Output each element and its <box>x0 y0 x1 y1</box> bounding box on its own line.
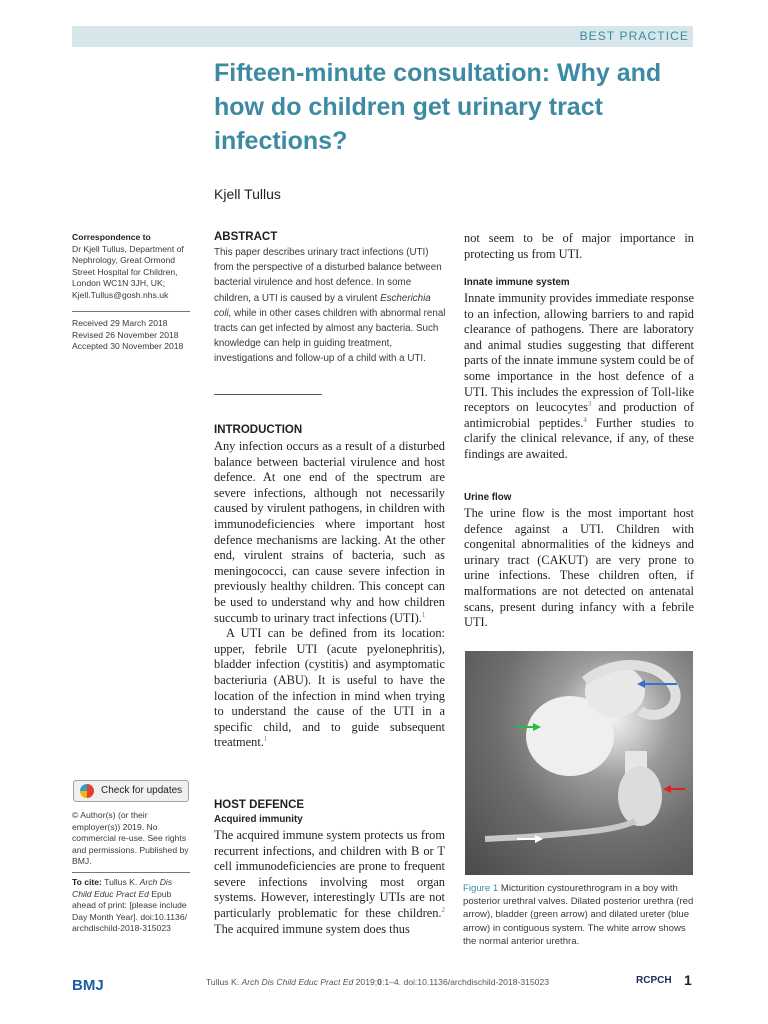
footer-citation-1: Tullus K. <box>206 977 242 987</box>
cite-label: To cite: <box>72 877 102 887</box>
acquired-immunity-body <box>214 828 445 937</box>
abstract-text-1: This paper describes urinary tract infections (UTI) from the perspective of a disturbed balance between bacterial virulence and host defence. In some children, a UTI is caused by a virulent <box>214 247 442 304</box>
sidebar-divider-2 <box>72 872 190 873</box>
innate-immunity-heading: Innate immune system <box>464 277 570 288</box>
introduction-paragraph-2 <box>214 626 445 751</box>
reference-1b[interactable]: 1 <box>263 735 268 744</box>
figure-caption-text: Micturition cystourethrogram in a boy with posterior urethral valves. Dilated posterior urethra (red arrow), bladder (green arrow) and dilated ureter (blue arrow) in contiguous system. The white arrow shows the normal anterior urethra. <box>463 883 694 947</box>
innate-paragraph <box>464 291 694 463</box>
correspondence-heading: Correspondence to <box>72 232 151 242</box>
received-date: Received 29 March 2018 <box>72 318 168 328</box>
footer-citation-2: 2019; <box>353 977 378 987</box>
introduction-paragraph-1 <box>214 439 445 626</box>
innate-text-2: and production of antimicrobial peptides. <box>464 400 694 430</box>
introduction-body <box>214 439 445 751</box>
article-author: Kjell Tullus <box>214 186 281 202</box>
citation-block <box>72 877 192 935</box>
check-for-updates-label: Check for updates <box>101 785 183 796</box>
section-label: BEST PRACTICE <box>579 29 689 43</box>
introduction-heading: INTRODUCTION <box>214 424 303 436</box>
section-banner <box>72 26 693 47</box>
reference-1[interactable]: 1 <box>421 610 426 619</box>
abstract-heading: ABSTRACT <box>214 231 278 243</box>
accepted-date: Accepted 30 November 2018 <box>72 341 184 352</box>
reference-3[interactable]: 3 <box>587 400 592 409</box>
copyright-notice: © Author(s) (or their employer(s)) 2019. No commercial re-use. See rights and permissions. Published by BMJ. <box>72 810 189 867</box>
innate-text-3: Further studies to clarify the clinical relevance, if any, of these findings are awaited. <box>464 415 694 461</box>
crossmark-icon <box>80 784 94 798</box>
cite-text-1: Tullus K. <box>101 877 140 887</box>
footer-journal: Arch Dis Child Educ Pract Ed <box>241 977 354 987</box>
rcpch-logo: RCPCH <box>636 975 672 986</box>
page-number: 1 <box>684 972 692 988</box>
urine-flow-body: The urine flow is the most important host defence against a UTI. Children with congenital abnormalities of the kidneys and urinary tract (CAKUT) are very prone to urine infections. These children often, if malformations are not detected on antenatal scans, present during infancy with a febrile UTI. <box>464 506 694 630</box>
reference-4[interactable]: 4 <box>583 415 587 424</box>
introduction-p2-text: A UTI can be defined from its location: upper, febrile UTI (acute pyelonephritis), bladder infection (cystitis) and asymptomatic bacteriuria (ABU). It is useful to have the location of the infection in mind when trying to understand the cause of the UTI in a specific child, and to guide subsequent treatment. <box>214 626 445 750</box>
abstract-text <box>214 245 446 367</box>
cite-journal: Arch Dis Child Educ Pract Ed <box>72 877 173 899</box>
abstract-text-2: while in other cases children with abnormal renal tracts can get infected by almost any bacteria. Such knowledge can help in guiding treatment, investigations and follow-up of a child with a UTI. <box>214 307 446 365</box>
host-defence-heading: HOST DEFENCE <box>214 799 305 811</box>
check-for-updates-button[interactable] <box>73 780 189 802</box>
acquired-immunity-heading: Acquired immunity <box>214 814 303 825</box>
introduction-p1-text: Any infection occurs as a result of a disturbed balance between bacterial virulence and host defence. At one end of the spectrum are severe infections, although not necessarily caused by virulent pathogens, in children with immunodeficiencies where important host defence mechanisms are lacking. At the other end, virulent strains of bacteria, such as meningococci, can cause severe infection in previously healthy children. This concept can be used to understand why and how children succumb to urinary tract infections (UTI). <box>214 439 445 625</box>
abstract-rule <box>214 394 322 395</box>
acquired-p1-text: The acquired immune system protects us from recurrent infections, and children with B or T cell immunodeficiencies are prone to frequent severe infections involving most organ systems. However, interestingly UTIs are not particularly problematic for these children. <box>214 828 445 920</box>
urine-flow-heading: Urine flow <box>464 492 512 503</box>
figure-label: Figure 1 <box>463 883 499 894</box>
innate-text-1: Innate immunity provides immediate response to an infection, allowing barriers to and rapid clearance of pathogens. There are laboratory and animal studies suggesting that different parts of the innate immune system could be of some importance in the host defence of a UTI. This includes the expression of Toll-like receptors on leucocytes <box>464 291 694 415</box>
xray-drawing <box>465 651 693 875</box>
dates-block <box>72 318 192 353</box>
bmj-logo[interactable]: BMJ <box>72 977 104 994</box>
acquired-p1-tail: The acquired immune system does thus <box>214 921 410 936</box>
reference-2[interactable]: 2 <box>441 905 445 914</box>
acquired-immunity-paragraph <box>214 828 445 937</box>
footer-citation-3: :1–4. doi:10.1136/archdischild-2018-315023 <box>381 977 550 987</box>
correspondence-block <box>72 232 192 302</box>
footer-citation <box>206 977 549 987</box>
abstract-italic: Escherichia coli, <box>214 292 431 319</box>
micturition-cystourethrogram-image <box>465 651 693 875</box>
innate-immunity-body <box>464 291 694 463</box>
footer-volume: 0 <box>377 977 382 987</box>
article-title: Fifteen-minute consultation: Why and how do children get urinary tract infections? <box>214 59 662 155</box>
cite-text-2: Epub ahead of print: [please include Day Month Year]. doi:10.1136/ archdischild-2018-315023 <box>72 888 187 934</box>
figure-caption <box>463 882 695 948</box>
correspondence-text: Dr Kjell Tullus, Department of Nephrology, Great Ormond Street Hospital for Children, London WC1N 3JH, UK; Kjell.Tullus@gosh.nhs.uk <box>72 243 184 300</box>
sidebar-divider <box>72 311 190 312</box>
continued-text: not seem to be of major importance in protecting us from UTI. <box>464 231 694 261</box>
revised-date: Revised 26 November 2018 <box>72 329 179 340</box>
